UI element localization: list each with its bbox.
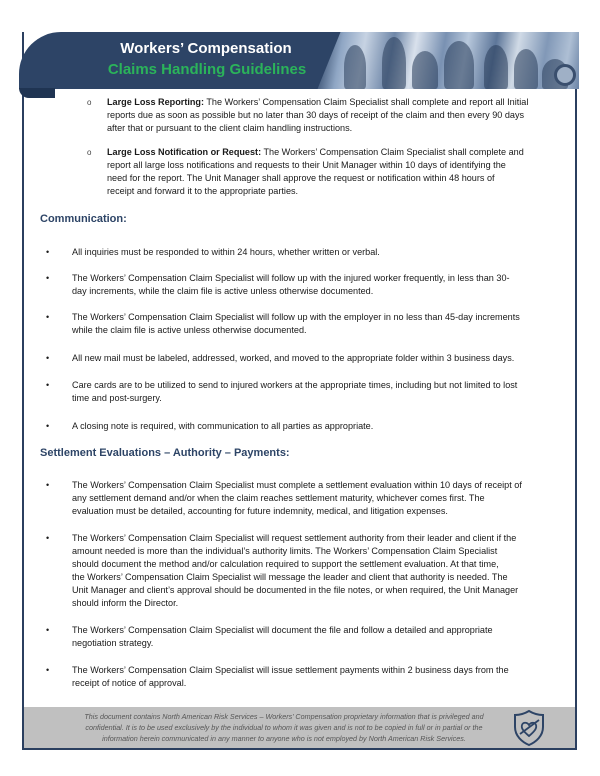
bullet-icon: • [46,533,50,543]
document-title: Workers’ Compensation [120,40,292,57]
bullet-icon: • [46,353,50,363]
bullet-icon: • [46,312,50,322]
list-item: • All new mail must be labeled, addressed, worked, and moved to the appropriate folder within 3 business days. [46,353,515,363]
circle-bullet-icon: o [87,98,92,107]
list-item: • The Workers’ Compensation Claim Specialist will request settlement authority from their leader and client if the amount needed is more than the individual’s authority limits. The Workers’ Compensation Claim Specialist should document the method and/or calculation required to support the settlement evaluation. At that time, the Workers’ Compensation Claim Specialist will message the leader and client that authority is needed. The Unit Manager and client’s approval should be documented in the file notes, or when required, the Unit Manager should inform the Director. [46,533,519,608]
list-item: • Care cards are to be utilized to send to injured workers at the appropriate times, including but not limited to lost time and post-surgery. [46,380,518,403]
sub-item-large-loss-reporting: o Large Loss Reporting: The Workers’ Compensation Claim Specialist shall complete and report all Initial reports due as soon as possible but no later than 30 days of receipt of the claim and then every 90 days after that or pursuant to the client claim handling instructions. [87,97,529,133]
bullet-icon: • [46,273,50,283]
confidentiality-notice: This document contains North American Risk Services – Workers’ Compensation proprietary information that is privileged and confidential. It is to be used exclusively by the individual to whom it was given and is not to be copied in full or in partial or the information herein communicated in any manner to anyone who is not employed by North American Risk Services. [84,712,484,743]
list-item: • The Workers’ Compensation Claim Specialist will follow up with the employer in no less than 45-day increments while the claim file is active unless otherwise documented. [46,312,520,335]
bullet-icon: • [46,247,50,257]
list-item: • All inquiries must be responded to within 24 hours, whether written or verbal. [46,247,380,257]
document-subtitle: Claims Handling Guidelines [107,61,307,78]
list-item: • The Workers’ Compensation Claim Specialist will follow up with the injured worker frequently, in less than 30- day increments, while the claim file is active unless otherwise documented. [46,273,510,296]
bullet-icon: • [46,480,50,490]
circle-bullet-icon: o [87,148,92,157]
bullet-icon: • [46,665,50,675]
section-heading-settlement: Settlement Evaluations – Authority – Payments: [40,447,290,459]
header-photo-collage [304,32,579,89]
bullet-icon: • [46,380,50,390]
bullet-icon: • [46,421,50,431]
list-item: • A closing note is required, with communication to all parties as appropriate. [46,421,374,431]
section-heading-communication: Communication: [40,213,127,225]
confidentiality-footer [24,707,575,748]
sub-item-large-loss-notification: o Large Loss Notification or Request: The Workers’ Compensation Claim Specialist shall complete and report all large loss notifications and requests to their Unit Manager within 10 days of identifying the need for the report. The Unit Manager shall approve the request or notification within 48 hours of receipt and forward it to the appropriate parties. [87,147,524,196]
list-item: • The Workers’ Compensation Claim Specialist must complete a settlement evaluation within 10 days of receipt of any settlement demand and/or when the claim reaches settlement maturity, whichever comes first. The evaluation must be detailed, accounting for future indemnity, medical, and litigation expenses. [46,480,522,516]
list-item: • The Workers’ Compensation Claim Specialist will document the file and follow a detailed and appropriate negotiation strategy. [46,625,493,648]
stethoscope-icon [554,64,576,86]
bullet-icon: • [46,625,50,635]
list-item: • The Workers’ Compensation Claim Specialist will issue settlement payments within 2 business days from the receipt of notice of approval. [46,665,509,688]
shield-heart-icon [512,709,546,747]
